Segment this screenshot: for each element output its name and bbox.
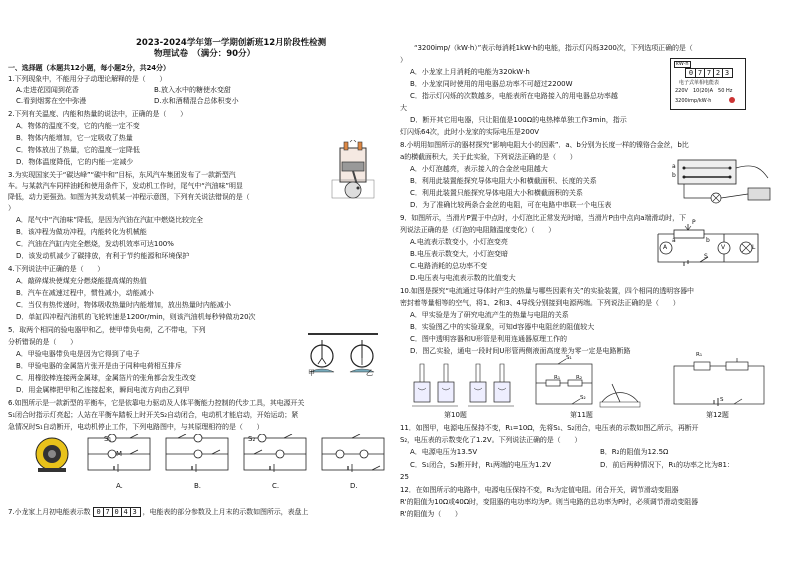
- q3-option-d: D．该发动机减少了碳排放，有利于节约能源和环境保护: [16, 252, 190, 260]
- q12-line3: R'的阻值为（ ）: [400, 510, 462, 518]
- q12-line1: 12．在如图所示的电路中，电源电压保持不变，R₁为定值电阻。闭合开关，调节滑动变阻器: [400, 486, 679, 494]
- q11-line2: S₂，电压表的示数变化了1.2V。下列说法正确的是（ ）: [400, 436, 582, 444]
- q9-line1: 9．如图所示，当滑片P置于中点时，小灯泡比正常发光时暗，当滑片P由中点向a端滑动时，下: [400, 214, 686, 222]
- q9-label-b-end: b: [706, 237, 710, 244]
- meter-digit: 7: [705, 69, 714, 77]
- q12-label-r1: R₁: [696, 352, 703, 358]
- q11-label-r2: R₂: [576, 375, 583, 381]
- q4-option-d: D．单缸四冲程汽油机的飞轮转速是1200r/min，则该汽油机每秒钟做功20次: [16, 313, 256, 321]
- q8-option-c: C．利用此装置只能探究导体电阻大小和横截面积的关系: [410, 189, 583, 197]
- q9-option-c: C.电路消耗的总功率不变: [410, 262, 488, 270]
- q9-option-d: D.电压表与电流表示数的比值变大: [410, 274, 516, 282]
- q5-option-b: B．甲验电器的金属箔片张开是由于同种电荷相互排斥: [16, 362, 182, 370]
- q2-option-a: A．物体的温度不变，它的内能一定不变: [16, 122, 140, 130]
- meter-digit: 4: [122, 508, 131, 516]
- right-column: [400, 0, 788, 562]
- meter-digit: 3: [724, 69, 730, 77]
- q2-option-d: D．物体温度降低，它的内能一定减少: [16, 158, 134, 166]
- electric-meter-figure: [670, 58, 746, 110]
- q12-label-s: S: [720, 397, 724, 403]
- q10-figure: [410, 358, 520, 410]
- q1-option-c: C.看到烟雾在空中弥漫: [16, 97, 87, 105]
- q10-line1: 10.如图是探究“电流通过导体时产生的热量与哪些因素有关”的实验装置，四个相同的透明容器中: [400, 287, 694, 295]
- meter-unit: kW·h: [676, 61, 689, 67]
- q7-line1: “3200imp/（kW·h）”表示每消耗1kW·h的电能，指示灯闪烁3200次，下列选项正确的是（: [414, 44, 693, 52]
- q12-figure: [664, 358, 774, 410]
- q10-option-a: A．甲实验是为了研究电流产生的热量与电阻的关系: [410, 311, 569, 319]
- q6-circuit-b: [162, 434, 232, 474]
- q3-line1: 3.为实现国家关于“碳达峰”“碳中和”目标，东风汽车集团发布了一款新型汽: [8, 171, 236, 179]
- q10-line2: 密封着等量相等的空气，将1、2和3、4导线分别接到电源两端。下列说法正确的是（ ）: [400, 299, 680, 307]
- electroscope-label-yi: 乙: [366, 369, 373, 377]
- q6-label-s1: S₁: [104, 435, 112, 443]
- q8-line1: 8.小明用如图所示的器材探究“影响电阻大小的因素”．a、b分别为长度一样的镍铬合金丝，b比: [400, 141, 689, 149]
- q7-line-start: [8, 507, 308, 517]
- q9-label-a-end: a: [672, 237, 676, 244]
- q9-label-ammeter: A: [663, 244, 668, 251]
- q12-line2: R'的阻值为10Ω或40Ω时，变阻器的电功率均为P。则当电路的总功率为P时，必须调节滑动变阻器: [400, 498, 699, 506]
- resistance-wire-figure: [676, 158, 776, 208]
- q4-option-c: C．当仅有热传递时，物体吸收热量时内能增加，放出热量时内能减小: [16, 301, 231, 309]
- q9-label-switch: S: [704, 253, 708, 260]
- q7-option-d: D．断开其它用电器，只让阻值是100Ω的电热棒单独工作3min，指示: [410, 116, 627, 124]
- q5-option-d: D．用金属棒把甲和乙连接起来，瞬间电流方向由乙到甲: [16, 386, 190, 394]
- q10-option-c: C．图中透明容器和U形管是利用连通器原理工作的: [410, 335, 568, 343]
- q8-option-b: B．利用此装置能探究导体电阻大小和横截面积、长度的关系: [410, 177, 597, 185]
- electroscope-label-jia: 甲: [308, 369, 315, 377]
- q3-line4: ）: [8, 204, 15, 212]
- meter-imp: 3200imp/kW·h: [675, 98, 712, 104]
- q9-circuit-figure: [654, 224, 766, 270]
- q3-option-c: C．汽油在汽缸内完全燃烧，发动机效率可达100%: [16, 240, 174, 248]
- section-heading: 一、选择题（本题共12小题，每小题2分，共24分）: [8, 64, 170, 72]
- q11-option-b: B．R₂的阻值为12.5Ω: [600, 448, 669, 456]
- wire-label-b: b: [672, 172, 676, 179]
- q7-suffix: ，电能表的部分参数及上月末的示数如图所示，表盘上: [142, 508, 309, 516]
- q4-option-b: B．汽车在减速过程中，惯性减小，动能减小: [16, 289, 154, 297]
- meter-digit: 0: [687, 69, 696, 77]
- q11-option-d: D．前后两种情况下，R₁的功率之比为81：: [600, 461, 734, 469]
- q6-option-b-label: B.: [194, 482, 202, 490]
- q1-option-d: D.水和酒精混合总体积变小: [154, 97, 239, 105]
- meter-digit: 7: [696, 69, 705, 77]
- balance-car-figure: [34, 432, 70, 474]
- q9-label-p: P: [692, 219, 696, 226]
- q9-label-lamp: L: [752, 244, 756, 251]
- q4-stem: 4.下列说法中正确的是（ ）: [8, 265, 105, 273]
- exam-subtitle: 物理试卷 （满分：90分）: [154, 49, 256, 59]
- meter-indicator-light-icon: [729, 97, 735, 103]
- q6-option-c-label: C.: [272, 482, 280, 490]
- q1-stem: 1.下列现象中，不能用分子动理论解释的是（ ）: [8, 75, 167, 83]
- q7-option-d-cont: 灯闪烁64次，此时小龙家的实际电压是200V: [400, 128, 540, 136]
- q10-option-b: B．实验图乙中的实验现象，可知d容器中电阻丝的阻值较大: [410, 323, 595, 331]
- wire-label-a: a: [672, 163, 676, 170]
- q7-option-a: A．小龙家上月消耗的电能为320kW·h: [410, 68, 530, 76]
- q11-line1: 11．如图甲，电源电压保持不变，R₁=10Ω，先将S₁、S₂闭合，电压表的示数如图乙所示，再断开: [400, 424, 699, 432]
- q1-option-a: A.走进花园闻到花香: [16, 86, 79, 94]
- q6-option-a-label: A.: [116, 482, 123, 490]
- q9-label-voltmeter: V: [721, 244, 726, 251]
- meter-digit: 3: [132, 508, 137, 516]
- q2-option-c: C．物体放出了热量，它的温度一定降低: [16, 146, 140, 154]
- q1-option-b: B.放入水中的糖使水变甜: [154, 86, 232, 94]
- q11-option-c: C．S₁闭合，S₂断开时，R₁两端的电压为1.2V: [410, 461, 551, 469]
- q6-line3: 急情况时S₁自动断开，电动机停止工作，下列电路图中，与其原理相符的是（ ）: [8, 423, 264, 431]
- q3-line2: 车。与某款汽车同样油耗和使用条件下，发动机工作时，尾气中“汽油味”明显: [8, 182, 243, 190]
- q6-label-m: M: [116, 450, 123, 458]
- q7-line2: ）: [400, 56, 407, 64]
- q11-label-s1: S₁: [566, 355, 572, 361]
- q4-option-a: A．敲碎煤块使煤充分燃烧能提高煤的热值: [16, 277, 147, 285]
- meter-digit: 0: [113, 508, 122, 516]
- q11-figure: [532, 355, 642, 410]
- q6-line1: 6.如图所示是一款新型的平衡车，它是依靠电力驱动及人体平衡能力控制的代步工具，其电源开关: [8, 399, 305, 407]
- q11-option-d-cont: 25: [400, 473, 409, 481]
- q3-option-b: B．该冲程为做功冲程，内能转化为机械能: [16, 228, 147, 236]
- q3-option-a: A．尾气中“汽油味”降低，是因为汽油在汽缸中燃烧比较完全: [16, 216, 204, 224]
- exam-title: 2023-2024学年第一学期创新班12月阶段性检测: [136, 38, 327, 48]
- q2-stem: 2.下列有关温度、内能和热量的说法中，正确的是（ ）: [8, 110, 187, 118]
- q5-option-c: C．用橡胶棒连接两金属球，金属箔片的张角都会发生改变: [16, 374, 196, 382]
- q5-option-a: A．甲验电器带负电是因为它得到了电子: [16, 350, 140, 358]
- meter-name: 电子式单相电能表: [679, 80, 720, 86]
- q3-line3: 降低，动力更强劲。如图为其发动机某一冲程示意图，下列有关说法错误的是（: [8, 193, 250, 201]
- meter-spec: 220V 10(20)A 50 Hz: [675, 88, 733, 94]
- meter-digit: 2: [714, 69, 723, 77]
- engine-cylinder-figure: [326, 140, 382, 202]
- meter-digit: 7: [104, 508, 113, 516]
- figure-caption-10: 第10题: [444, 411, 467, 419]
- q11-label-r1: R₁: [554, 375, 561, 381]
- meter-digit: 0: [95, 508, 104, 516]
- q7-option-b: B．小龙家同时使用的用电器总功率不可超过2200W: [410, 80, 573, 88]
- q2-option-b: B．物体内能增加，它一定吸收了热量: [16, 134, 133, 142]
- q9-option-b: B.电压表示数变大，小灯泡变暗: [410, 250, 509, 258]
- meter-reading: [685, 68, 733, 78]
- figure-caption-12: 第12题: [706, 411, 729, 419]
- q6-line2: S₁闭合时指示灯亮起；人站在平衡车踏板上时开关S₂自动闭合，电动机才能启动，开始运动；紧: [8, 411, 299, 419]
- q6-circuit-d: [318, 434, 388, 474]
- q11-option-a: A．电源电压为13.5V: [410, 448, 478, 456]
- q6-label-s2: S₂: [248, 435, 256, 443]
- q8-option-a: A．小灯泡越亮，表示接入的合金丝电阻越大: [410, 165, 548, 173]
- q5-line2: 分析错误的是（ ）: [8, 338, 77, 346]
- q7-option-c: C．指示灯闪烁的次数越多，电能表所在电路接入的用电器总功率越: [410, 92, 618, 100]
- q7-option-c-cont: 大: [400, 104, 407, 112]
- q5-line1: 5．取两个相同的验电器甲和乙，使甲带负电荷，乙不带电，下列: [8, 326, 206, 334]
- q7-prefix: 7.小龙家上月初电能表示数: [8, 508, 91, 516]
- left-column: [4, 0, 392, 562]
- figure-caption-11: 第11题: [570, 411, 593, 419]
- q10-option-d: D．图乙实验，通电一段时间U形管两侧液面高度差为零一定是电路断路: [410, 347, 631, 355]
- q11-label-s2: S₂: [580, 395, 586, 401]
- q8-option-d: D．为了准确比较两条合金丝的电阻，可在电路中串联一个电压表: [410, 201, 612, 209]
- q9-option-a: A.电流表示数变小，小灯泡变亮: [410, 238, 508, 246]
- q9-line2: 列说法正确的是（灯泡的电阻随温度变化）（ ）: [400, 226, 556, 234]
- q7-start-reading: [93, 507, 141, 517]
- q6-option-d-label: D.: [350, 482, 358, 490]
- q8-line2: a的横截面积大，关于此实验，下列说法正确的是（ ）: [400, 153, 577, 161]
